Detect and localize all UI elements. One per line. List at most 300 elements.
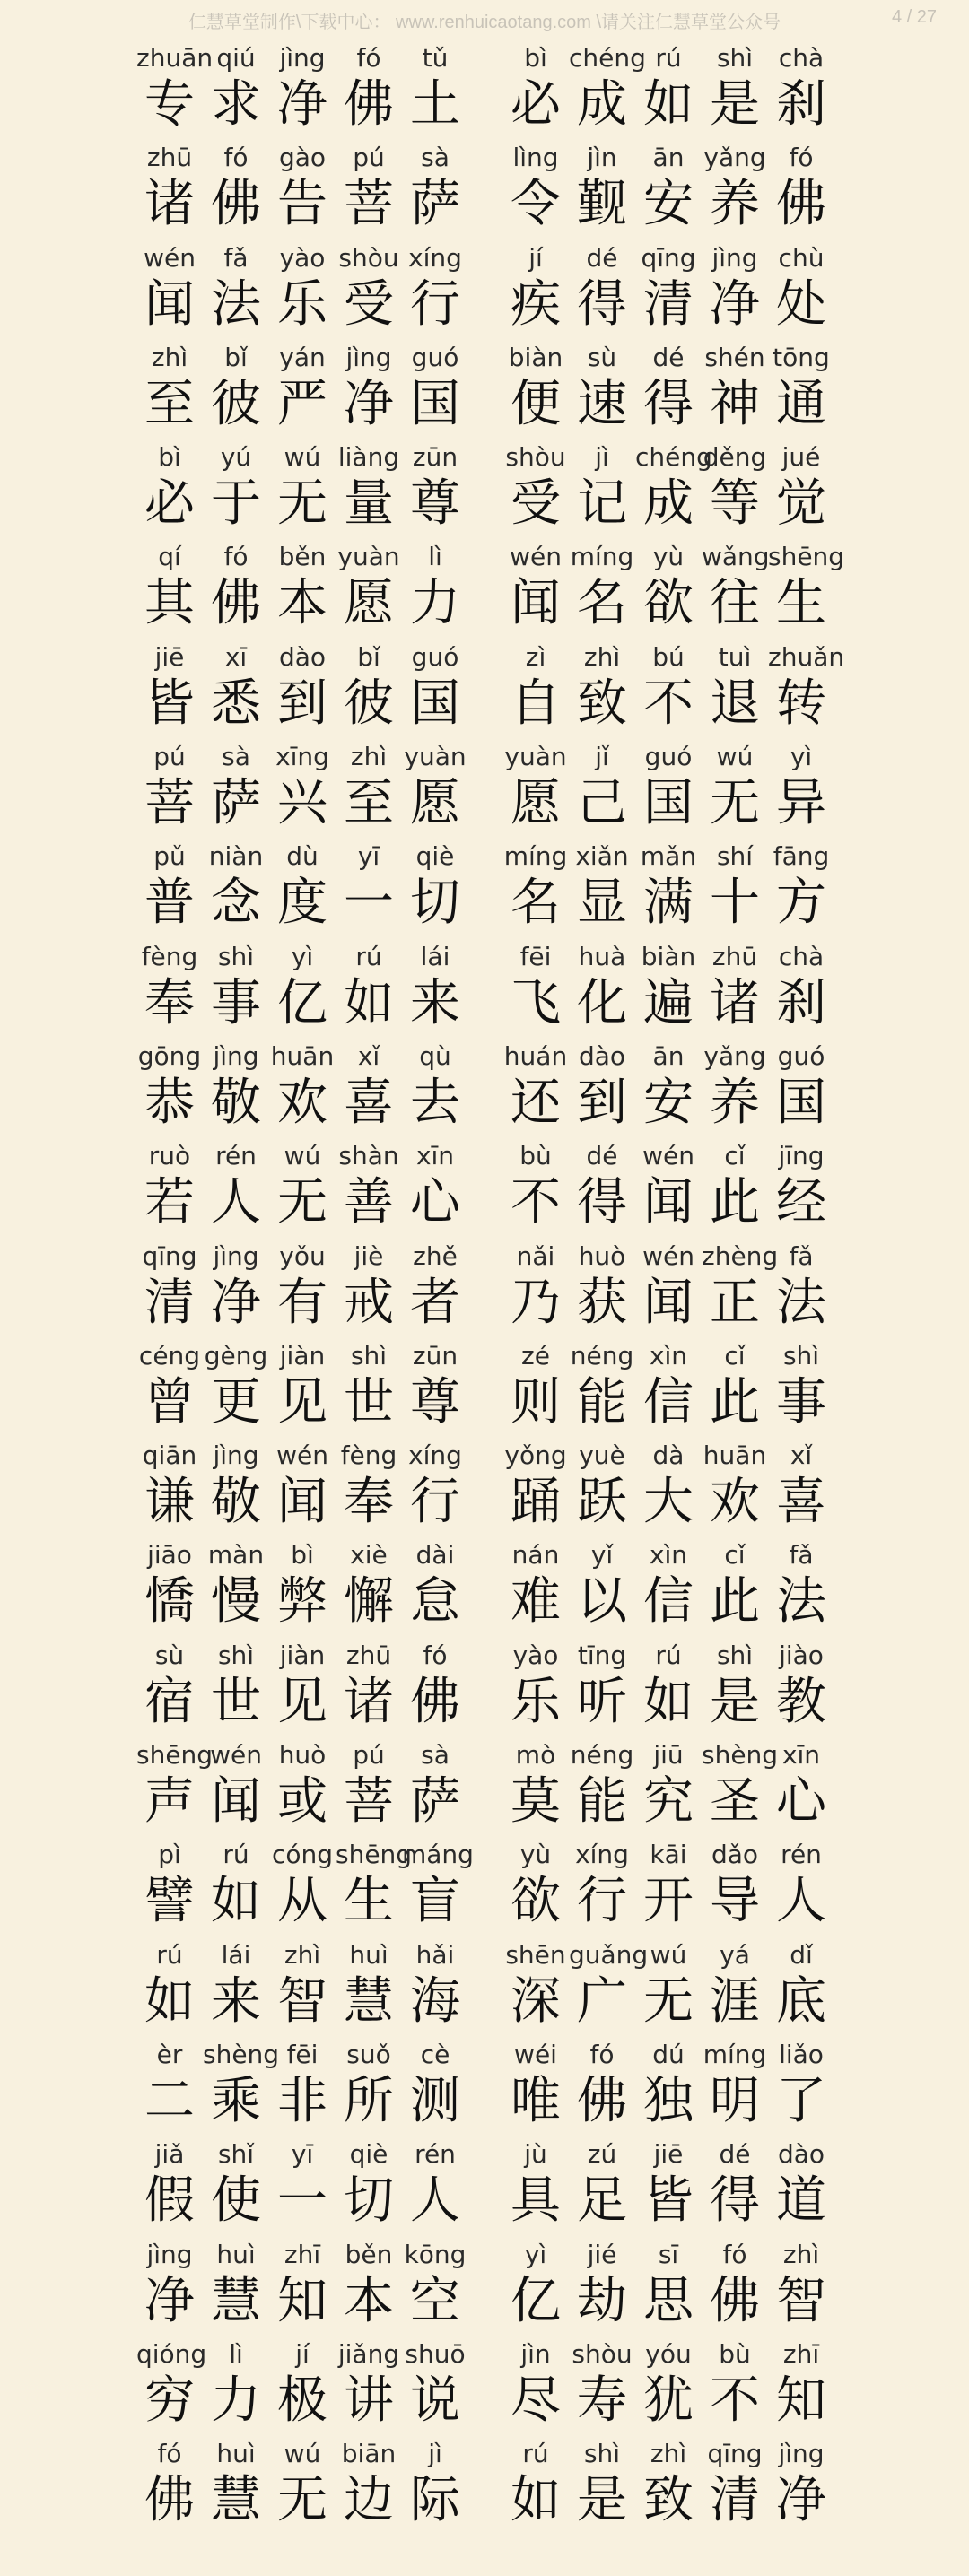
hanzi-character: 悉 bbox=[211, 674, 261, 733]
hanzi-character: 弊 bbox=[277, 1572, 327, 1632]
hanzi-character: 得 bbox=[643, 374, 694, 433]
pinyin: pì bbox=[158, 1840, 181, 1870]
pinyin: zhī bbox=[782, 2338, 820, 2369]
syllable bbox=[136, 1838, 203, 1931]
hanzi-character: 念 bbox=[211, 874, 261, 933]
verse-phrase-right bbox=[502, 41, 834, 135]
syllable bbox=[569, 2137, 635, 2231]
syllable bbox=[502, 1738, 569, 1832]
pinyin: yú bbox=[220, 442, 252, 473]
pinyin: sù bbox=[154, 1640, 185, 1670]
hanzi-character: 乃 bbox=[511, 1273, 561, 1332]
pinyin: shì bbox=[782, 1340, 820, 1371]
syllable bbox=[402, 940, 468, 1033]
pinyin: jīng bbox=[778, 1141, 825, 1171]
pinyin: shì bbox=[716, 43, 754, 73]
pinyin: jué bbox=[781, 442, 821, 473]
hanzi-character: 人 bbox=[410, 2171, 460, 2231]
pinyin: shèng bbox=[203, 2039, 280, 2069]
hanzi-character: 思 bbox=[643, 2271, 694, 2330]
pinyin: xìn bbox=[649, 1540, 688, 1571]
hanzi-character: 善 bbox=[344, 1173, 394, 1232]
hanzi-character: 满 bbox=[643, 874, 694, 933]
pinyin: jiào bbox=[779, 1640, 824, 1670]
hanzi-character: 奉 bbox=[144, 973, 195, 1032]
hanzi-character: 得 bbox=[577, 274, 627, 334]
syllable bbox=[136, 1639, 203, 1732]
hanzi-character: 如 bbox=[211, 1872, 261, 1931]
verse-row bbox=[0, 341, 969, 440]
verse-phrase-right bbox=[502, 1938, 834, 2032]
syllable bbox=[203, 241, 269, 335]
pinyin: jìng bbox=[778, 2439, 825, 2469]
verse-phrase-left bbox=[136, 2437, 468, 2530]
syllable bbox=[768, 1938, 834, 2032]
syllable bbox=[203, 1838, 269, 1931]
verse-row bbox=[0, 41, 969, 141]
pinyin: rú bbox=[522, 2439, 549, 2469]
hanzi-character: 彼 bbox=[344, 674, 394, 733]
hanzi-character: 法 bbox=[776, 1572, 826, 1632]
hanzi-character: 无 bbox=[643, 1971, 694, 2031]
hanzi-character: 使 bbox=[211, 2171, 261, 2231]
pinyin: shàn bbox=[338, 1141, 399, 1171]
hanzi-character: 不 bbox=[710, 2371, 760, 2430]
syllable bbox=[702, 2238, 768, 2331]
pinyin: qīng bbox=[142, 1240, 197, 1271]
verse-row bbox=[0, 2437, 969, 2537]
hanzi-character: 二 bbox=[144, 2071, 195, 2130]
hanzi-character: 喜 bbox=[776, 1473, 826, 1532]
pinyin: lìng bbox=[512, 143, 559, 173]
hanzi-character: 无 bbox=[277, 2471, 327, 2530]
hanzi-character: 测 bbox=[410, 2071, 460, 2130]
syllable bbox=[269, 241, 336, 335]
syllable bbox=[635, 940, 702, 1033]
verse-phrase-left bbox=[136, 840, 468, 933]
pinyin: zhì bbox=[151, 342, 188, 372]
pinyin: zhì bbox=[284, 1939, 321, 1970]
syllable bbox=[569, 1339, 635, 1432]
pinyin: yuàn bbox=[337, 542, 400, 572]
hanzi-character: 或 bbox=[277, 1772, 327, 1832]
hanzi-character: 量 bbox=[344, 474, 394, 534]
syllable bbox=[203, 640, 269, 734]
syllable bbox=[136, 1439, 203, 1532]
syllable bbox=[702, 1738, 779, 1832]
pinyin: jiè bbox=[354, 1240, 384, 1271]
syllable bbox=[768, 2437, 834, 2530]
verse-row bbox=[0, 940, 969, 1040]
verse-row bbox=[0, 2038, 969, 2137]
pinyin: huān bbox=[270, 1040, 335, 1071]
syllable bbox=[768, 940, 834, 1033]
pinyin: zhě bbox=[413, 1240, 458, 1271]
pinyin: rú bbox=[156, 1939, 183, 1970]
hanzi-character: 独 bbox=[643, 2071, 694, 2130]
hanzi-character: 敬 bbox=[211, 1073, 261, 1132]
syllable bbox=[768, 1838, 834, 1931]
syllable bbox=[269, 640, 336, 734]
syllable bbox=[702, 1938, 768, 2032]
pinyin: wú bbox=[284, 2439, 321, 2469]
pinyin: fēi bbox=[519, 941, 552, 971]
hanzi-character: 来 bbox=[211, 1971, 261, 2031]
hanzi-character: 法 bbox=[211, 274, 261, 334]
syllable bbox=[702, 740, 768, 833]
hanzi-character: 不 bbox=[511, 1173, 561, 1232]
hanzi-character: 际 bbox=[410, 2471, 460, 2530]
syllable bbox=[269, 1139, 336, 1232]
syllable bbox=[136, 341, 203, 434]
pinyin: zhuān bbox=[136, 43, 214, 73]
pinyin: ān bbox=[652, 143, 685, 173]
syllable bbox=[136, 440, 203, 534]
hanzi-character: 唯 bbox=[511, 2071, 561, 2130]
syllable bbox=[269, 2137, 336, 2231]
pinyin: jìng bbox=[711, 242, 758, 273]
pinyin: shì bbox=[217, 1640, 255, 1670]
syllable bbox=[768, 241, 834, 335]
pinyin: zú bbox=[587, 2139, 617, 2170]
pinyin: shì bbox=[350, 1340, 388, 1371]
hanzi-character: 皆 bbox=[144, 674, 195, 733]
pinyin: chù bbox=[778, 242, 825, 273]
hanzi-character: 乘 bbox=[211, 2071, 261, 2130]
pinyin: jìng bbox=[279, 43, 326, 73]
hanzi-character: 讲 bbox=[344, 2371, 394, 2430]
pinyin: qiè bbox=[415, 841, 455, 872]
pinyin: lái bbox=[221, 1939, 251, 1970]
hanzi-character: 令 bbox=[511, 175, 561, 234]
pinyin: guó bbox=[411, 342, 459, 372]
syllable bbox=[702, 241, 768, 335]
hanzi-character: 教 bbox=[776, 1672, 826, 1731]
hanzi-character: 戒 bbox=[344, 1273, 394, 1332]
pinyin: jǐ bbox=[595, 742, 609, 772]
syllable bbox=[402, 241, 468, 335]
pinyin: gào bbox=[278, 143, 327, 173]
hanzi-character: 成 bbox=[577, 75, 627, 134]
verse-row bbox=[0, 2337, 969, 2437]
hanzi-character: 获 bbox=[577, 1273, 627, 1332]
syllable bbox=[768, 1538, 834, 1632]
syllable bbox=[136, 640, 203, 734]
pinyin: shòu bbox=[572, 2338, 633, 2369]
syllable bbox=[336, 1938, 402, 2032]
hanzi-character: 慢 bbox=[211, 1572, 261, 1632]
hanzi-character: 度 bbox=[277, 874, 327, 933]
pinyin: jié bbox=[587, 2239, 617, 2269]
syllable bbox=[402, 2137, 468, 2231]
syllable bbox=[269, 2437, 336, 2530]
syllable bbox=[768, 2238, 834, 2331]
hanzi-character: 广 bbox=[577, 1971, 627, 2031]
syllable bbox=[402, 640, 468, 734]
hanzi-character: 莫 bbox=[511, 1772, 561, 1832]
pinyin: bú bbox=[652, 641, 685, 672]
syllable bbox=[336, 1240, 402, 1333]
hanzi-character: 尽 bbox=[511, 2371, 561, 2430]
pinyin: mò bbox=[515, 1740, 556, 1771]
syllable bbox=[569, 1639, 635, 1732]
hanzi-character: 如 bbox=[344, 973, 394, 1032]
syllable bbox=[203, 141, 269, 234]
pinyin: liàng bbox=[337, 442, 400, 473]
syllable bbox=[203, 1339, 269, 1432]
pinyin: xīn bbox=[415, 1141, 455, 1171]
hanzi-character: 闻 bbox=[144, 274, 195, 334]
syllable bbox=[336, 1040, 402, 1133]
pinyin: míng bbox=[503, 841, 568, 872]
syllable bbox=[402, 2238, 468, 2331]
hanzi-character: 觐 bbox=[577, 175, 627, 234]
pinyin: fó bbox=[223, 143, 249, 173]
syllable bbox=[269, 940, 336, 1033]
syllable bbox=[402, 540, 468, 633]
verse-phrase-left bbox=[136, 1639, 468, 1732]
syllable bbox=[203, 1738, 269, 1832]
syllable bbox=[702, 1339, 768, 1432]
pinyin: xíng bbox=[408, 242, 462, 273]
pinyin: jiē bbox=[653, 2139, 684, 2170]
syllable bbox=[768, 1738, 834, 1832]
pinyin: dé bbox=[652, 342, 685, 372]
verse-phrase-left bbox=[136, 740, 468, 833]
hanzi-character: 清 bbox=[643, 274, 694, 334]
syllable bbox=[702, 2038, 768, 2131]
syllable bbox=[269, 1838, 336, 1931]
pinyin: biàn bbox=[508, 342, 563, 372]
syllable bbox=[203, 940, 269, 1033]
pinyin: dào bbox=[278, 641, 327, 672]
hanzi-character: 佛 bbox=[410, 1672, 460, 1731]
syllable bbox=[502, 41, 569, 135]
syllable bbox=[136, 2337, 207, 2431]
hanzi-character: 宿 bbox=[144, 1672, 195, 1731]
verse-phrase-left bbox=[136, 1339, 468, 1432]
pinyin: dà bbox=[652, 1440, 685, 1471]
hanzi-character: 佛 bbox=[577, 2071, 627, 2130]
verse-phrase-right bbox=[502, 1538, 834, 1632]
syllable bbox=[336, 141, 402, 234]
verse-phrase-right bbox=[502, 2238, 834, 2331]
syllable bbox=[336, 1439, 402, 1532]
pinyin: lì bbox=[229, 2338, 243, 2369]
hanzi-character: 飞 bbox=[511, 973, 561, 1032]
hanzi-character: 说 bbox=[410, 2371, 460, 2430]
syllable bbox=[136, 41, 214, 135]
pinyin: bì bbox=[524, 43, 547, 73]
hanzi-character: 乐 bbox=[277, 274, 327, 334]
pinyin: xíng bbox=[575, 1840, 629, 1870]
syllable bbox=[635, 2137, 702, 2231]
hanzi-character: 得 bbox=[710, 2171, 760, 2231]
pinyin: jiǎ bbox=[154, 2139, 185, 2170]
pinyin: biān bbox=[341, 2439, 397, 2469]
syllable bbox=[502, 1538, 569, 1632]
hanzi-character: 净 bbox=[211, 1273, 261, 1332]
hanzi-character: 踊 bbox=[511, 1473, 561, 1532]
hanzi-character: 普 bbox=[144, 874, 195, 933]
pinyin: xìn bbox=[649, 1340, 688, 1371]
hanzi-character: 经 bbox=[776, 1173, 826, 1232]
syllable bbox=[269, 1538, 336, 1632]
pinyin: jiàn bbox=[279, 1340, 326, 1371]
pinyin: rú bbox=[355, 941, 382, 971]
hanzi-character: 净 bbox=[277, 75, 327, 134]
pinyin: dé bbox=[586, 242, 618, 273]
pinyin: qí bbox=[158, 542, 181, 572]
syllable bbox=[269, 2238, 336, 2331]
syllable bbox=[702, 41, 768, 135]
hanzi-character: 海 bbox=[410, 1971, 460, 2031]
pinyin: yuàn bbox=[404, 742, 467, 772]
hanzi-character: 极 bbox=[277, 2371, 327, 2430]
hanzi-character: 清 bbox=[710, 2471, 760, 2530]
hanzi-character: 盲 bbox=[410, 1872, 460, 1931]
hanzi-character: 者 bbox=[410, 1273, 460, 1332]
hanzi-character: 萨 bbox=[410, 175, 460, 234]
pinyin: cǐ bbox=[724, 1340, 746, 1371]
pinyin: cǐ bbox=[724, 1540, 746, 1571]
verse-phrase-left bbox=[136, 640, 468, 734]
syllable bbox=[136, 1139, 203, 1232]
pinyin: shēn bbox=[505, 1939, 566, 1970]
syllable bbox=[635, 540, 702, 633]
hanzi-character: 非 bbox=[277, 2071, 327, 2130]
syllable bbox=[569, 1439, 635, 1532]
hanzi-character: 诸 bbox=[344, 1672, 394, 1731]
hanzi-character: 若 bbox=[144, 1173, 195, 1232]
syllable bbox=[635, 1339, 702, 1432]
pinyin: fēi bbox=[286, 2039, 319, 2069]
syllable bbox=[336, 241, 402, 335]
syllable bbox=[136, 1538, 203, 1632]
pinyin: zhū bbox=[711, 941, 758, 971]
syllable bbox=[569, 141, 635, 234]
pinyin: xīng bbox=[275, 742, 329, 772]
syllable bbox=[502, 1639, 569, 1732]
pinyin: wú bbox=[650, 1939, 687, 1970]
pinyin: qióng bbox=[136, 2338, 207, 2369]
syllable bbox=[569, 840, 635, 933]
syllable bbox=[702, 1838, 768, 1931]
hanzi-character: 有 bbox=[277, 1273, 327, 1332]
hanzi-character: 本 bbox=[277, 574, 327, 633]
hanzi-character: 受 bbox=[511, 474, 561, 534]
verse-row bbox=[0, 1738, 969, 1838]
hanzi-character: 知 bbox=[776, 2371, 826, 2430]
verse-phrase-left bbox=[136, 1838, 474, 1931]
hanzi-character: 则 bbox=[511, 1372, 561, 1432]
syllable bbox=[768, 1240, 834, 1333]
hanzi-character: 乐 bbox=[511, 1672, 561, 1731]
pinyin: bǐ bbox=[224, 342, 248, 372]
hanzi-character: 开 bbox=[643, 1872, 694, 1931]
verse-phrase-right bbox=[502, 1240, 834, 1333]
pinyin: tǔ bbox=[422, 43, 449, 73]
hanzi-character: 愿 bbox=[344, 574, 394, 633]
syllable bbox=[768, 1439, 834, 1532]
hanzi-character: 听 bbox=[577, 1672, 627, 1731]
syllable bbox=[502, 1838, 569, 1931]
verse-row bbox=[0, 640, 969, 740]
hanzi-character: 无 bbox=[277, 474, 327, 534]
syllable bbox=[203, 1040, 269, 1133]
verse-row bbox=[0, 1838, 969, 1937]
syllable bbox=[502, 1240, 569, 1333]
syllable bbox=[635, 740, 702, 833]
hanzi-character: 从 bbox=[277, 1872, 327, 1931]
pinyin: lì bbox=[428, 542, 442, 572]
syllable bbox=[402, 1240, 468, 1333]
syllable bbox=[402, 740, 468, 833]
pinyin: dú bbox=[652, 2039, 685, 2069]
syllable bbox=[203, 2337, 269, 2431]
syllable bbox=[136, 1339, 203, 1432]
verse-phrase-right bbox=[502, 141, 834, 234]
hanzi-character: 世 bbox=[211, 1672, 261, 1731]
pinyin: bù bbox=[519, 1141, 552, 1171]
hanzi-character: 见 bbox=[277, 1672, 327, 1731]
pinyin: yǒu bbox=[279, 1240, 326, 1271]
verse-phrase-right bbox=[502, 940, 834, 1033]
syllable bbox=[203, 840, 269, 933]
hanzi-character: 土 bbox=[410, 75, 460, 134]
pinyin: huān bbox=[703, 1440, 767, 1471]
syllable bbox=[402, 840, 468, 933]
hanzi-character: 生 bbox=[344, 1872, 394, 1931]
pinyin: yán bbox=[279, 342, 326, 372]
pinyin: yì bbox=[790, 742, 813, 772]
verse-row bbox=[0, 840, 969, 939]
pinyin: jiàn bbox=[279, 1640, 326, 1670]
syllable bbox=[136, 1738, 214, 1832]
syllable bbox=[502, 640, 569, 734]
hanzi-character: 难 bbox=[511, 1572, 561, 1632]
hanzi-character: 懈 bbox=[344, 1572, 394, 1632]
pinyin: guǎng bbox=[569, 1939, 649, 1970]
pinyin: jìn bbox=[520, 2338, 551, 2369]
syllable bbox=[336, 2038, 402, 2131]
hanzi-character: 喜 bbox=[344, 1073, 394, 1132]
hanzi-character: 名 bbox=[511, 874, 561, 933]
hanzi-character: 敬 bbox=[211, 1473, 261, 1532]
pinyin: děng bbox=[703, 442, 767, 473]
hanzi-character: 知 bbox=[277, 2271, 327, 2330]
syllable bbox=[203, 1139, 269, 1232]
verse-list bbox=[0, 41, 969, 2537]
pinyin: fǎ bbox=[789, 1540, 814, 1571]
syllable bbox=[768, 740, 834, 833]
verse-row bbox=[0, 1139, 969, 1239]
hanzi-character: 转 bbox=[776, 674, 826, 733]
pinyin: bù bbox=[719, 2338, 751, 2369]
syllable bbox=[768, 840, 834, 933]
syllable bbox=[502, 940, 569, 1033]
pinyin: liǎo bbox=[779, 2039, 824, 2069]
hanzi-character: 如 bbox=[643, 1672, 694, 1731]
syllable bbox=[402, 1838, 474, 1931]
syllable bbox=[702, 2337, 768, 2431]
hanzi-character: 不 bbox=[643, 674, 694, 733]
pinyin: jiāo bbox=[147, 1540, 192, 1571]
syllable bbox=[502, 440, 569, 534]
pinyin: dé bbox=[719, 2139, 751, 2170]
syllable bbox=[635, 1240, 702, 1333]
syllable bbox=[402, 1639, 468, 1732]
